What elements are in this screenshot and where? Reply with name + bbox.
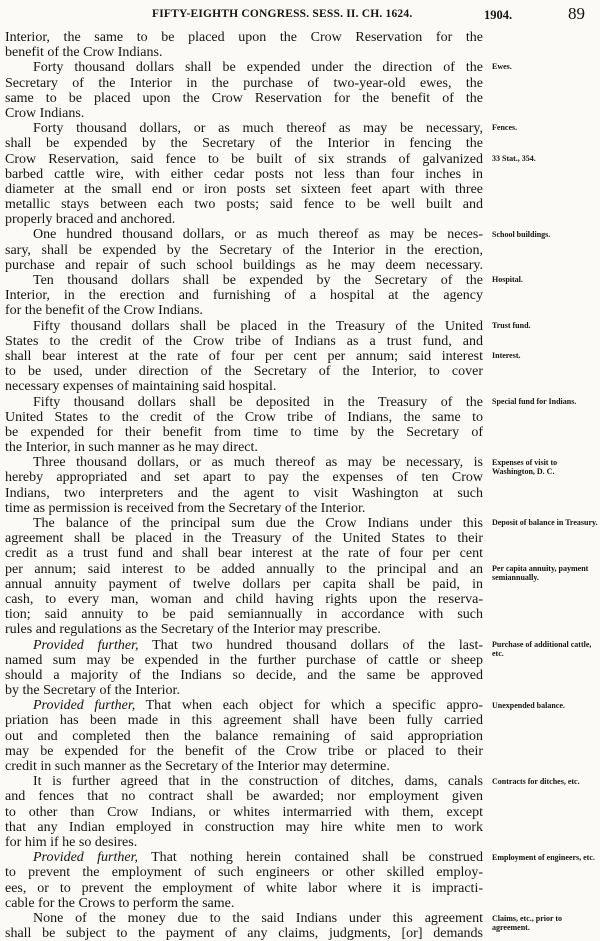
text-line-content: That two hundred thousand dollars of the last- [152,637,484,653]
text-line [5,531,483,546]
text-line [5,896,483,911]
text-line-content: Forty thousand dollars shall be expended under the direction of the [33,60,483,76]
text-line-content: for him if he so desires. [5,834,138,850]
text-line-content: to other than Crow Indians, or whites intermarried with them, except [5,804,483,820]
text-line-content: that any Indian employed in construction may hire white men to work [5,819,483,835]
text-line [5,60,483,75]
text-line [5,820,483,835]
margin-note: Employment of engineers, etc. [492,852,595,862]
text-line [5,865,483,880]
text-line [5,653,483,668]
text-line [5,683,483,698]
text-line [5,622,483,637]
margin-note: Interest. [492,351,521,361]
text-line-content: Ten thousand dollars shall be expended by the Secretary of the [33,273,483,288]
margin-note: Special fund for Indians. [492,396,577,406]
text-line [5,197,483,212]
text-line [5,30,483,45]
text-line-content: cash, to every man, woman and child having rights upon the reserva- [5,591,483,607]
text-line [5,759,483,774]
text-line-content: diameter at the small end or iron posts set sixteen feet apart with three [5,181,483,197]
text-line-content: same to be placed upon the Crow Reservation for the benefit of the [5,90,483,106]
text-line [5,789,483,804]
text-line-content: time as permission is received from the Secretary of the Interior. [5,500,366,516]
text-line [5,455,483,470]
text-line-content: named sum may be expended in the further purchase of cattle or sheep [5,652,483,668]
text-line-content: per annum; said interest to be added annually to the principal and an [5,561,483,577]
text-line-content: priation has been made in this agreement shall have been fully carried [5,713,483,729]
text-line [5,592,483,607]
text-line [5,379,483,394]
text-line-content: Indians, two interpreters and the agent to visit Washington at such [5,485,483,501]
margin-note: Hospital. [492,275,523,285]
text-line-content: be expended for their benefit from time to time by the Secretary of [5,424,483,440]
text-line-content: to be used, under direction of the Secretary of the Interior, to cover [5,364,483,380]
text-line [5,349,483,364]
running-head-title: FIFTY-EIGHTH CONGRESS. SESS. II. CH. 1624. [152,8,413,20]
text-line-content: sary, shall be expended by the Secretary of the Interior in the erection, [5,242,483,258]
text-line [5,440,483,455]
text-line [5,607,483,622]
text-line [5,182,483,197]
text-line [5,926,483,941]
text-line-content: Three thousand dollars, or as much thereof as may be necessary, is [33,455,483,471]
text-line [5,486,483,501]
text-line-content: should a majority of the Indians so decide, and the same be approved [5,667,483,683]
margin-note: School buildings. [492,229,551,239]
text-line-content: None of the money due to the said Indians under this agreement [33,910,483,926]
text-line-content: shall be subject to the payment of any claims, judgments, [or] demands [5,926,483,941]
text-line [5,395,483,410]
text-line [5,805,483,820]
running-head [0,4,600,26]
text-line-content: One hundred thousand dollars, or as much thereof as may be neces- [33,227,483,243]
text-line-content: credit in such manner as the Secretary of the Interior may determine. [5,759,390,774]
margin-note: Expenses of visit to Washington, D. C. [492,457,558,476]
text-line [5,227,483,242]
margin-note: Purchase of additional cattle, etc. [492,640,592,658]
margin-note: Contracts for ditches, etc. [492,776,580,786]
text-line [5,546,483,561]
text-line [5,698,483,713]
text-line [5,303,483,318]
text-line-content: States to the credit of the Crow tribe of Indians as a trust fund, and [5,333,483,349]
text-line-content: Forty thousand dollars, or as much thereof as may be necessary, [33,121,483,137]
text-line-content: Interior, in the erection and furnishing of a hospital at the agency [5,288,483,304]
text-line [5,243,483,258]
text-line [5,76,483,91]
text-line [5,911,483,926]
text-line-content: necessary expenses of maintaining said hospital. [5,379,277,395]
text-line-content: agreement shall be placed in the Treasury of the United States to their [5,531,483,547]
margin-note: Deposit of balance in Treasury. [492,518,598,528]
text-line-content: Fifty thousand dollars shall be deposited in the Treasury of the [33,394,483,410]
text-line [5,470,483,485]
text-line [5,167,483,182]
text-line [5,744,483,759]
margin-note: Unexpended balance. [492,700,565,710]
text-line-content: Secretary of the Interior in the purchase of two-year-old ewes, the [5,75,483,91]
text-line [5,212,483,227]
text-line-content: and fences that no contract shall be awarded; nor employment given [5,789,483,805]
text-line [5,258,483,273]
proviso-lead: Provided further, [33,850,138,866]
text-line [5,881,483,896]
text-line-content: metallic stays between each two posts; said fence to be well built and [5,197,483,213]
text-line-content: hereby appropriated and set apart to pay the expenses of ten Crow [5,470,483,486]
page-number: 89 [568,4,585,23]
text-line-content: shall bear interest at the rate of four per cent per annum; said interest [5,348,483,364]
text-line-content: It is further agreed that in the construction of ditches, dams, canals [33,774,483,790]
text-line-content: properly braced and anchored. [5,212,176,228]
text-line-content: The balance of the principal sum due the Crow Indians under this [33,516,483,531]
text-line [5,45,483,60]
text-line [5,577,483,592]
proviso-lead: Provided further, [33,698,136,714]
text-line-content: purchase and repair of such school buildings as he may deem necessary. [5,257,483,273]
text-line-content: United States to the credit of the Crow tribe of Indians, the same to [5,409,483,425]
text-line-content: annual annuity payment of twelve dollars per capita shall be paid, in [5,576,483,592]
text-line [5,562,483,577]
text-line [5,410,483,425]
text-line-content: Crow Reservation, said fence to be built of six strands of galvanized [5,151,483,167]
text-line [5,288,483,303]
text-line [5,106,483,121]
margin-note: Per capita annuity, payment semiannually. [492,564,589,582]
running-head-year: 1904. [484,8,513,22]
text-line [5,152,483,167]
text-line [5,121,483,136]
text-line-content: That nothing herein contained shall be construed [151,850,484,866]
margin-note: Claims, etc., prior to agreement. [492,913,563,932]
text-line-content: barbed cattle wire, with either cedar posts not less than four inches in [5,166,483,182]
text-line-content: Crow Indians. [5,105,85,121]
margin-note: Fences. [492,123,518,133]
text-line [5,729,483,744]
text-line-content: ees, or to prevent the employment of white labor where it is impracti- [5,880,483,896]
text-line [5,774,483,789]
text-line-content: cable for the Crows to perform the same. [5,895,235,911]
text-line-content: Interior, the same to be placed upon the Crow Reservation for the [5,30,483,45]
text-line [5,364,483,379]
text-line [5,713,483,728]
text-line-content: for the benefit of the Crow Indians. [5,303,203,319]
text-line-content: out and completed then the balance remaining of said appropriation [5,728,483,744]
text-line [5,334,483,349]
text-line-content: rules and regulations as the Secretary of the Interior may prescribe. [5,622,381,638]
text-line-content: Fifty thousand dollars shall be placed in the Treasury of the United [33,318,483,334]
text-line [5,850,483,865]
body-text [5,30,483,941]
text-line [5,668,483,683]
text-line [5,835,483,850]
text-line-content: tion; said annuity to be paid semiannually in accordance with such [5,607,483,623]
margin-note: 33 Stat., 354. [492,153,536,163]
margin-note: Ewes. [492,62,512,72]
text-line-content: to prevent the employment of such engineers or other skilled employ- [5,865,483,881]
text-line [5,501,483,516]
text-line-content: benefit of the Crow Indians. [5,45,163,61]
margin-note: Trust fund. [492,320,531,330]
text-line-content: the Interior, in such manner as he may direct. [5,440,258,456]
text-line-content: credit as a trust fund and shall bear interest at the rate of four per cent [5,546,483,562]
text-line-content: may be expended for the benefit of the Crow tribe or placed to their [5,743,483,759]
text-line [5,516,483,531]
text-line [5,425,483,440]
proviso-lead: Provided further, [33,637,139,653]
text-line [5,273,483,288]
text-line-content: by the Secretary of the Interior. [5,683,180,699]
text-line [5,638,483,653]
text-line-content: shall be expended by the Secretary of the Interior in fencing the [5,136,483,152]
text-line [5,91,483,106]
text-line [5,319,483,334]
text-line [5,136,483,151]
text-line-content: That when each object for which a specific appro- [145,698,483,714]
